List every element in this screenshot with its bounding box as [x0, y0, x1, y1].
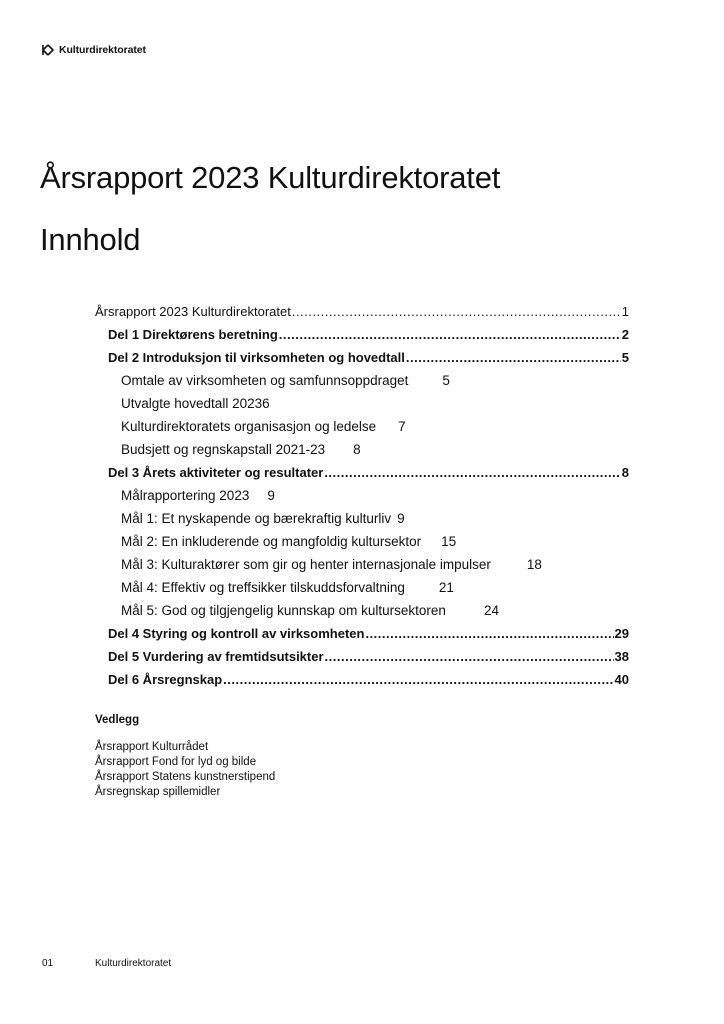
toc-entry-label: Mål 1: Et nyskapende og bærekraftig kulturliv: [121, 511, 392, 526]
toc-entry-mal-5[interactable]: [95, 602, 629, 625]
toc-entry-del-6[interactable]: [95, 671, 629, 694]
toc-entry-page: 21: [438, 580, 454, 595]
attachment-item[interactable]: Årsrapport Statens kunstnerstipend: [95, 771, 276, 783]
toc-entry-label: Del 4 Styring og kontroll av virksomheten: [108, 626, 365, 641]
toc-entry-page: 9: [397, 511, 405, 526]
toc-entry-label: Budsjett og regnskapstall 2021-23: [121, 442, 326, 457]
toc-entry-page: 40: [614, 672, 629, 687]
toc-entry-arsrapport[interactable]: [95, 303, 629, 326]
toc-entry-label: Del 1 Direktørens beretning: [108, 327, 278, 342]
toc-entry-page: 15: [441, 534, 457, 549]
header-logo: [41, 43, 146, 57]
toc-entry-mal-1[interactable]: [95, 510, 629, 533]
toc-entry-page: 7: [398, 419, 406, 434]
toc-entry-label: Kulturdirektoratets organisasjon og ledelse: [121, 419, 377, 434]
toc-entry-malrapportering[interactable]: [95, 487, 629, 510]
toc-entry-page: 9: [267, 488, 275, 503]
toc-entry-page: 2: [621, 327, 629, 342]
kulturdirektoratet-logo-icon: [41, 43, 55, 57]
toc-entry-page: 8: [621, 465, 629, 480]
toc-entry-budsjett[interactable]: [95, 441, 629, 464]
toc-entry-organisasjon[interactable]: [95, 418, 629, 441]
toc-entry-page: 38: [614, 649, 629, 664]
attachment-item[interactable]: Årsrapport Fond for lyd og bilde: [95, 756, 257, 768]
toc-entry-label: Del 6 Årsregnskap: [108, 672, 223, 687]
attachment-item[interactable]: Årsrapport Kulturrådet: [95, 741, 209, 753]
toc-entry-label: Mål 2: En inkluderende og mangfoldig kultursektor: [121, 534, 422, 549]
toc-entry-omtale[interactable]: [95, 372, 629, 395]
toc-entry-mal-2[interactable]: [95, 533, 629, 556]
toc-entry-page: 8: [353, 442, 361, 457]
logo-text: Kulturdirektoratet: [59, 44, 146, 56]
table-of-contents: [95, 303, 629, 694]
toc-entry-page: 1: [621, 304, 629, 319]
toc-entry-label: Målrapportering 2023: [121, 488, 250, 503]
toc-entry-page: 5: [442, 373, 450, 388]
toc-entry-label: Omtale av virksomheten og samfunnsoppdraget: [121, 373, 409, 388]
toc-entry-page: 24: [483, 603, 499, 618]
toc-entry-del-5[interactable]: [95, 648, 629, 671]
footer-org-name: Kulturdirektoratet: [95, 958, 172, 969]
toc-entry-del-2[interactable]: [95, 349, 629, 372]
toc-entry-page: 5: [621, 350, 629, 365]
attachments-heading: Vedlegg: [95, 714, 140, 726]
toc-entry-label: Årsrapport 2023 Kulturdirektoratet: [95, 304, 291, 319]
footer-page-number: 01: [42, 958, 54, 969]
toc-entry-label: Utvalgte hovedtall 2023: [121, 396, 263, 411]
toc-entry-label: Mål 4: Effektiv og treffsikker tilskuddsforvaltning: [121, 580, 405, 595]
toc-entry-label: Del 3 Årets aktiviteter og resultater: [108, 465, 324, 480]
toc-entry-hovedtall[interactable]: [95, 395, 629, 418]
contents-heading: Innhold: [40, 222, 141, 257]
toc-entry-del-3[interactable]: [95, 464, 629, 487]
toc-entry-label: Mål 5: God og tilgjengelig kunnskap om kultursektoren: [121, 603, 446, 618]
toc-entry-label: Del 2 Introduksjon til virksomheten og hovedtall: [108, 350, 405, 365]
toc-entry-mal-3[interactable]: [95, 556, 629, 579]
toc-entry-page: 6: [262, 396, 270, 411]
toc-entry-mal-4[interactable]: [95, 579, 629, 602]
page-title: Årsrapport 2023 Kulturdirektoratet: [40, 160, 501, 195]
toc-entry-del-1[interactable]: [95, 326, 629, 349]
toc-entry-page: 18: [526, 557, 542, 572]
toc-entry-page: 29: [614, 626, 629, 641]
toc-entry-del-4[interactable]: [95, 625, 629, 648]
attachments-list: [95, 740, 275, 800]
toc-entry-label: Del 5 Vurdering av fremtidsutsikter: [108, 649, 324, 664]
toc-entry-label: Mål 3: Kulturaktører som gir og henter internasjonale impulser: [121, 557, 491, 572]
attachment-item[interactable]: Årsregnskap spillemidler: [95, 786, 221, 798]
